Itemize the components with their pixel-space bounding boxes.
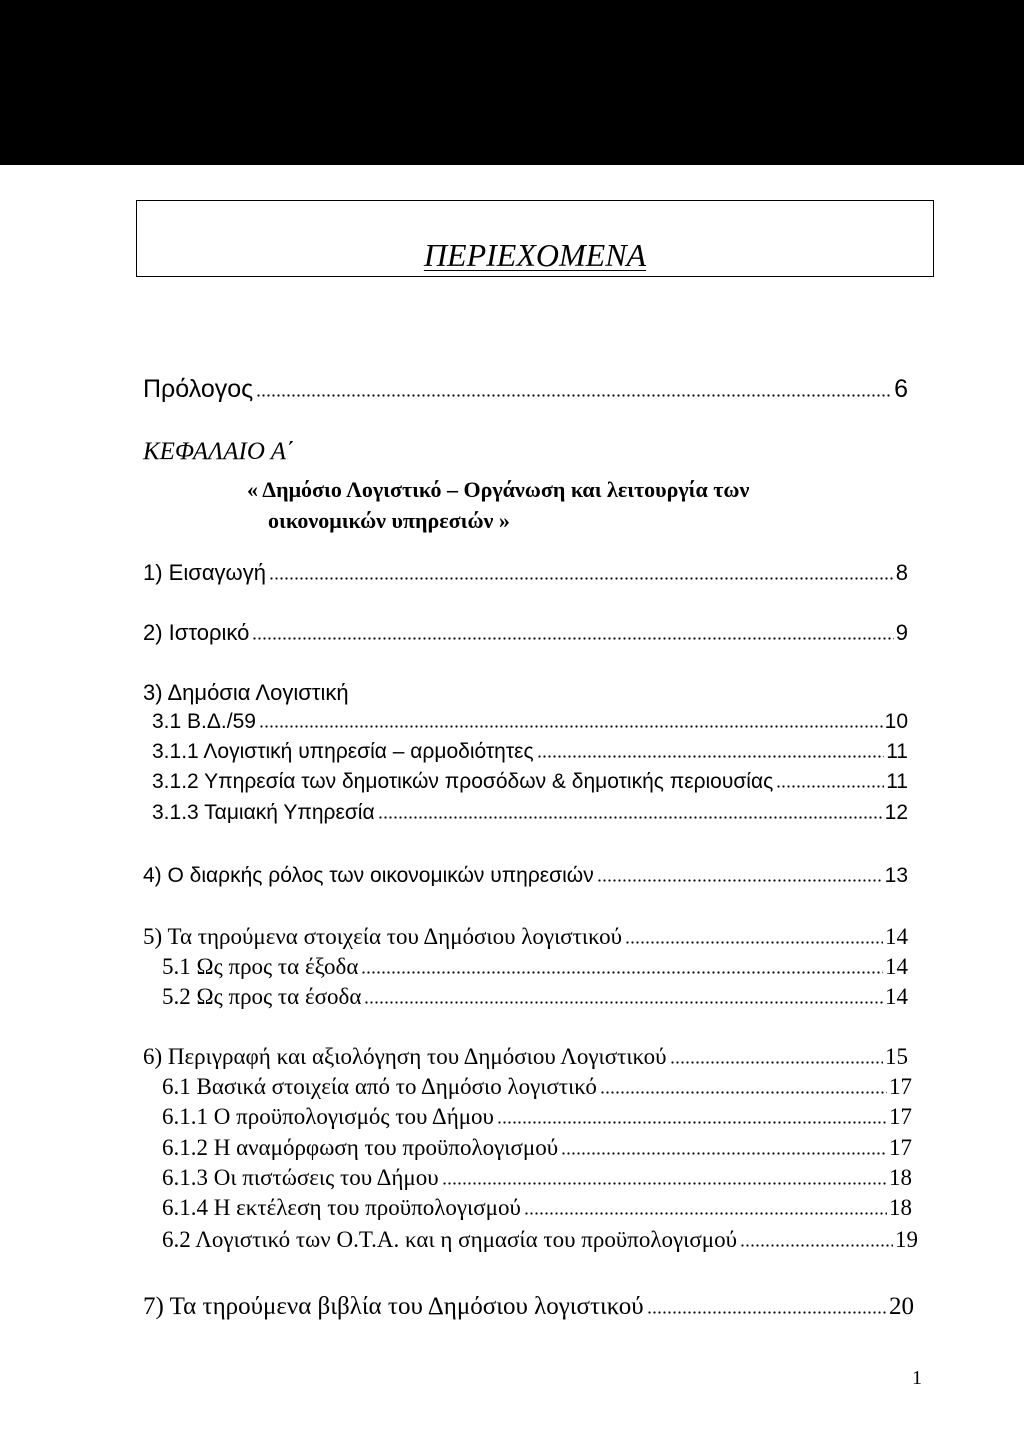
toc-entry	[143, 558, 908, 588]
toc-entry	[162, 1163, 912, 1193]
toc-entry-label: 1) Εισαγωγή	[143, 560, 266, 585]
toc-entry	[162, 1193, 912, 1223]
dot-leader	[361, 971, 883, 974]
scan-black-band	[0, 0, 1024, 165]
toc-entry-page-number: 9	[895, 620, 908, 645]
toc-entry-page-number: 19	[895, 1227, 918, 1252]
toc-entry	[162, 982, 908, 1012]
dot-leader	[378, 816, 883, 819]
toc-entry-page-number: 6	[894, 375, 908, 403]
toc-entry-page-number: 14	[885, 984, 908, 1009]
dot-leader	[524, 1212, 887, 1215]
dot-leader	[597, 879, 883, 882]
toc-entry	[152, 737, 908, 767]
toc-entry-label: 6) Περιγραφή και αξιολόγηση του Δημόσιου Λογιστικού	[143, 1044, 667, 1069]
dot-leader	[269, 577, 894, 580]
toc-entry	[143, 618, 908, 648]
toc-entry	[143, 922, 908, 952]
dot-leader	[256, 394, 892, 397]
chapter-subtitle-line-2: οικονομικών υπηρεσιών »	[268, 508, 510, 533]
toc-entry	[152, 798, 908, 828]
toc-entry	[162, 952, 908, 982]
toc-entry-page-number: 13	[884, 864, 908, 887]
page-number: 1	[912, 1367, 922, 1389]
toc-entry-page-number: 14	[885, 924, 908, 949]
dot-leader	[561, 1152, 887, 1155]
dot-leader	[776, 785, 884, 788]
toc-entry	[143, 861, 908, 891]
dot-leader	[740, 1244, 893, 1247]
toc-entry-label: 6.1.3 Οι πιστώσεις του Δήμου	[162, 1165, 439, 1190]
toc-entry-label: 3.1 Β.Δ./59	[152, 710, 256, 733]
toc-entry-page-number: 8	[895, 560, 908, 585]
toc-entry-page-number: 17	[889, 1135, 912, 1160]
toc-entry-page-number: 15	[885, 1044, 908, 1069]
toc-entry-label: 5.2 Ως προς τα έσοδα	[162, 984, 362, 1009]
dot-leader	[364, 1001, 883, 1004]
toc-entry-label: 3.1.3 Ταμιακή Υπηρεσία	[152, 801, 375, 824]
toc-entry-page-number: 18	[889, 1195, 912, 1220]
toc-entry-label: 2) Ιστορικό	[143, 620, 250, 645]
title-box	[136, 200, 934, 277]
toc-entry	[162, 1225, 918, 1255]
chapter-subtitle-line-1: « Δημόσιο Λογιστικό – Οργάνωση και λειτουργία των	[247, 477, 750, 502]
toc-entry	[152, 707, 908, 737]
toc-entry	[152, 767, 908, 797]
toc-entry-label: 6.1 Βασικά στοιχεία από το Δημόσιο λογιστικό	[162, 1074, 597, 1099]
toc-entry-label: 5) Τα τηρούμενα στοιχεία του Δημόσιου λογιστικού	[143, 924, 623, 949]
page-title: ΠΕΡΙΕΧΟΜΕΝΑ	[423, 237, 647, 273]
toc-entry-page-number: 11	[886, 770, 908, 793]
toc-entry-page-number: 17	[889, 1074, 912, 1099]
toc-entry-page-number: 17	[889, 1104, 912, 1129]
chapter-heading: ΚΕΦΑΛΑΙΟ Α΄	[143, 438, 295, 465]
toc-entry	[143, 1292, 914, 1322]
dot-leader	[600, 1091, 887, 1094]
dot-leader	[625, 941, 883, 944]
toc-entry-prologue	[143, 374, 908, 404]
toc-entry-label: 6.1.4 Η εκτέλεση του προϋπολογισμού	[162, 1195, 521, 1220]
toc-entry-label: 6.1.2 Η αναμόρφωση του προϋπολογισμού	[162, 1135, 559, 1160]
toc-entry-label: 7) Τα τηρούμενα βιβλία του Δημόσιου λογιστικού	[143, 1293, 644, 1320]
toc-entry-page-number: 11	[886, 740, 908, 763]
toc-entry-label: 6.1.1 Ο προϋπολογισμός του Δήμου	[162, 1104, 494, 1129]
toc-entry	[143, 1042, 908, 1072]
dot-leader	[252, 637, 893, 640]
toc-entry-label: Πρόλογος	[143, 375, 254, 403]
dot-leader	[537, 755, 885, 758]
toc-entry-page-number: 20	[889, 1293, 914, 1320]
toc-entry-label: 4) Ο διαρκής ρόλος των οικονομικών υπηρεσιών	[143, 864, 594, 887]
toc-entry	[162, 1072, 912, 1102]
toc-section-heading: 3) Δημόσια Λογιστική	[143, 680, 349, 705]
toc-entry-page-number: 14	[885, 954, 908, 979]
toc-entry-label: 5.1 Ως προς τα έξοδα	[162, 954, 359, 979]
dot-leader	[670, 1061, 883, 1064]
toc-entry-label: 3.1.2 Υπηρεσία των δημοτικών προσόδων & δημοτικής περιουσίας	[152, 770, 774, 793]
toc-entry	[162, 1133, 912, 1163]
toc-entry-page-number: 18	[889, 1165, 912, 1190]
toc-entry-page-number: 10	[884, 710, 908, 733]
dot-leader	[497, 1121, 887, 1124]
toc-entry-page-number: 12	[884, 801, 908, 824]
toc-entry-label: 6.2 Λογιστικό των Ο.Τ.Α. και η σημασία του προϋπολογισμού	[162, 1227, 737, 1252]
toc-entry-label: 3.1.1 Λογιστική υπηρεσία – αρμοδιότητες	[152, 740, 534, 763]
dot-leader	[259, 725, 883, 728]
toc-entry	[162, 1102, 912, 1132]
dot-leader	[442, 1182, 887, 1185]
dot-leader	[647, 1311, 887, 1314]
